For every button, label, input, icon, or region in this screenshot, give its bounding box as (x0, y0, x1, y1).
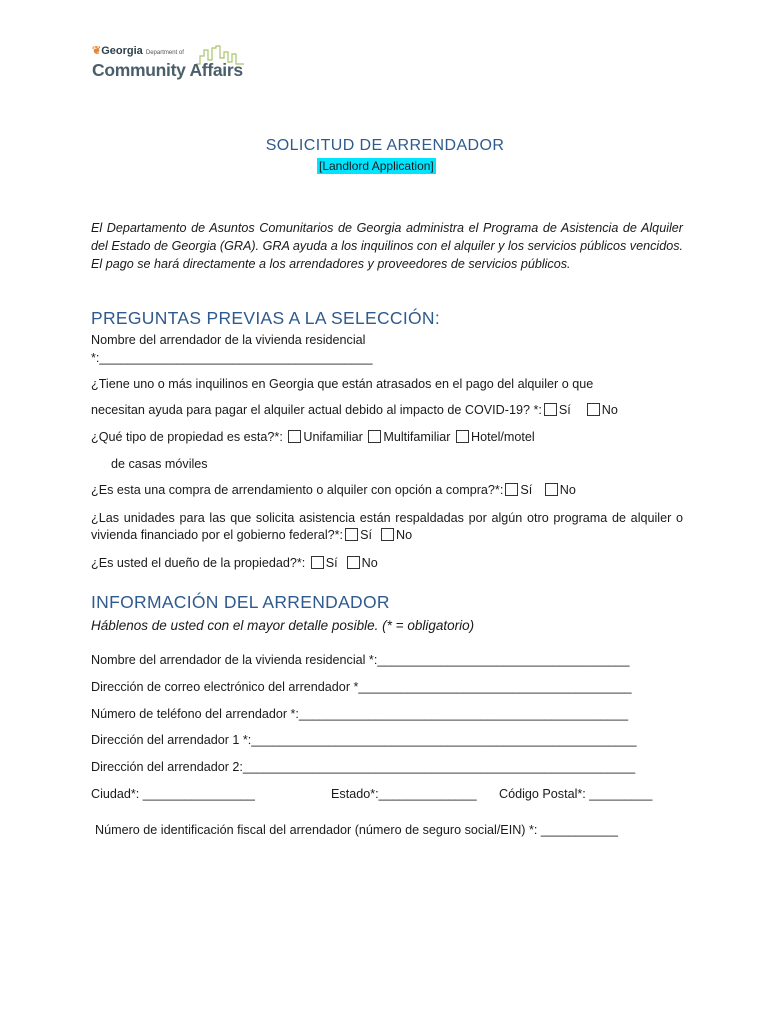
q3-opt4-label: de casas móviles (111, 457, 208, 471)
city-field[interactable]: Ciudad*: ________________ (91, 787, 255, 801)
logo-leaf-icon: ❦ (92, 45, 102, 57)
q2-no-checkbox[interactable] (587, 403, 600, 416)
q6-label: ¿Es usted el dueño de la propiedad?*: (91, 556, 306, 570)
q3-hotel-checkbox[interactable] (456, 430, 469, 443)
logo-small-text: Department of (145, 50, 184, 56)
landlord-email-field[interactable]: Dirección de correo electrónico del arrendador *_______________________________________ (91, 680, 632, 694)
logo-brand: Georgia (101, 45, 143, 57)
logo-main-text: Community Affairs (92, 60, 243, 80)
q5-label: ¿Las unidades para las que solicita asistencia están respaldadas por algún otro programa de alquiler o vivienda financiado por el gobierno federal?*: (91, 511, 683, 542)
q5-yes-checkbox[interactable] (345, 528, 358, 541)
q4-no-checkbox[interactable] (545, 483, 558, 496)
q5-no-label: No (395, 528, 413, 542)
gdca-logo (92, 44, 242, 90)
landlord-phone-field[interactable]: Número de teléfono del arrendador *:_______________________________________________ (91, 707, 629, 721)
landlord-address2-field[interactable]: Dirección del arrendador 2:________________________________________________________ (91, 760, 636, 774)
q5-row (91, 510, 683, 544)
landlord-name-field[interactable]: Nombre del arrendador de la vivienda residencial *:____________________________________ (91, 653, 630, 667)
q3-opt2-label: Multifamiliar (383, 430, 451, 444)
landlord-address1-field[interactable]: Dirección del arrendador 1 *:_______________________________________________________ (91, 733, 637, 747)
intro-paragraph: El Departamento de Asuntos Comunitarios de Georgia administra el Programa de Asistencia de Alquiler del Estado de Georgia (GRA). GRA ayuda a los inquilinos con el alquiler y los servicios públicos vencidos. El pago se hará directamente a los arrendadores y proveedores de servicios públicos. (91, 221, 683, 271)
q2-yes-label: Sí (558, 403, 571, 417)
q3-multifamily-checkbox[interactable] (368, 430, 381, 443)
q3-opt3-label: Hotel/motel (471, 430, 535, 444)
q3-row (91, 430, 535, 444)
q1-answer-line[interactable]: *:_______________________________________ (91, 351, 373, 365)
q4-row (91, 483, 576, 497)
q4-label: ¿Es esta una compra de arrendamiento o alquiler con opción a compra?*: (91, 483, 504, 497)
section-heading-landlord-info: INFORMACIÓN DEL ARRENDADOR (91, 592, 390, 612)
q2-label-line2: necesitan ayuda para pagar el alquiler actual debido al impacto de COVID-19? *: (91, 403, 542, 417)
q5-no-checkbox[interactable] (381, 528, 394, 541)
q3-opt1-label: Unifamiliar (303, 430, 363, 444)
q1-label: Nombre del arrendador de la vivienda residencial (91, 333, 366, 347)
q3-label: ¿Qué tipo de propiedad es esta?*: (91, 430, 283, 444)
q4-no-label: No (559, 483, 576, 497)
tax-id-field[interactable]: Número de identificación fiscal del arrendador (número de seguro social/EIN) *: ___________ (95, 823, 618, 837)
page-subtitle: [Landlord Application] (319, 159, 434, 173)
q5-yes-label: Sí (360, 528, 372, 542)
q4-yes-label: Sí (520, 483, 533, 497)
q2-label-line1: ¿Tiene uno o más inquilinos en Georgia que están atrasados en el pago del alquiler o que (91, 377, 594, 391)
q2-row (91, 403, 618, 417)
q4-yes-checkbox[interactable] (505, 483, 518, 496)
zip-field[interactable]: Código Postal*: _________ (499, 787, 653, 801)
q6-yes-label: Sí (325, 556, 338, 570)
q2-yes-checkbox[interactable] (544, 403, 557, 416)
logo-top (92, 44, 184, 57)
section2-subheading: Háblenos de usted con el mayor detalle posible. (* = obligatorio) (91, 618, 475, 633)
state-field[interactable]: Estado*:______________ (331, 787, 477, 801)
q3-single-family-checkbox[interactable] (288, 430, 301, 443)
q6-no-label: No (361, 556, 378, 570)
q6-row (91, 556, 378, 570)
page-title: SOLICITUD DE ARRENDADOR (265, 137, 505, 154)
q2-no-label: No (601, 403, 618, 417)
q6-yes-checkbox[interactable] (311, 556, 324, 569)
q6-no-checkbox[interactable] (347, 556, 360, 569)
section-heading-screening: PREGUNTAS PREVIAS A LA SELECCIÓN: (91, 308, 440, 328)
